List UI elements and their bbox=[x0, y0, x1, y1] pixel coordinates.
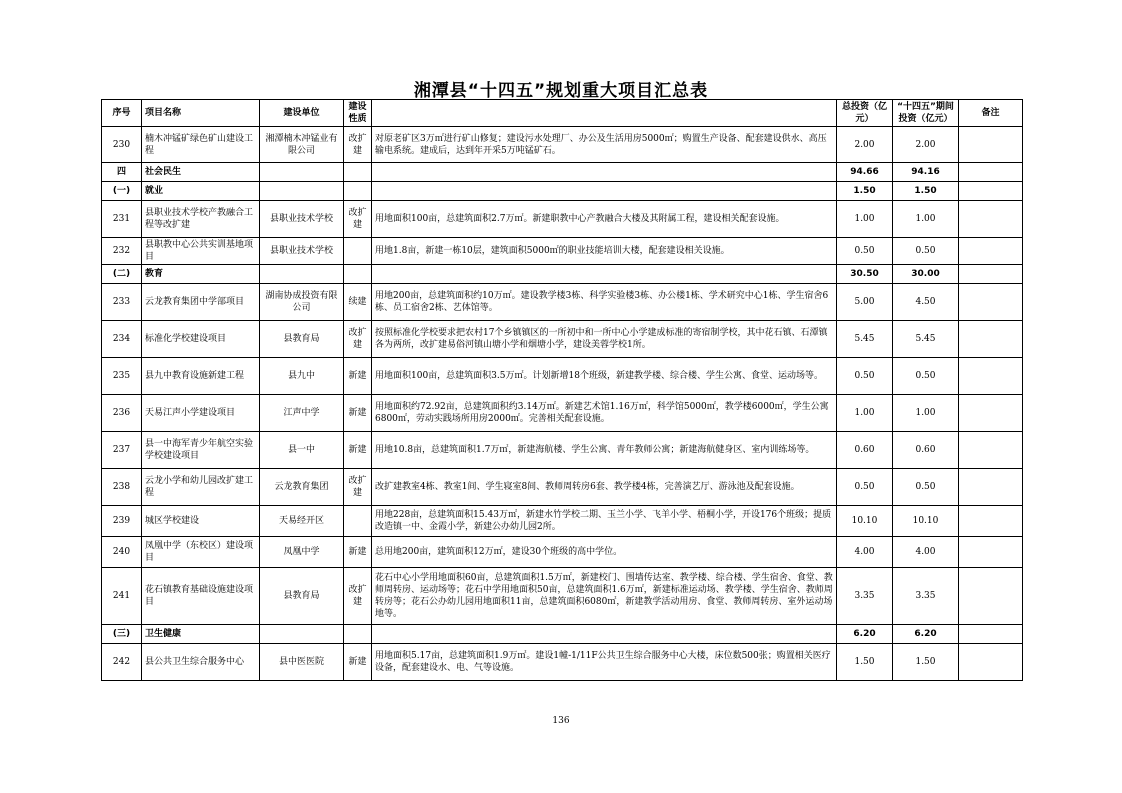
header-nature: 建设性质 bbox=[344, 100, 372, 127]
cell-name: 县一中海军青少年航空实验学校建设项目 bbox=[142, 432, 260, 469]
cell-unit bbox=[260, 625, 344, 644]
cell-remark bbox=[959, 265, 1023, 284]
cell-no: 235 bbox=[102, 358, 142, 395]
cell-unit: 县中医医院 bbox=[260, 644, 344, 681]
cell-unit: 凤凰中学 bbox=[260, 537, 344, 568]
cell-remark bbox=[959, 537, 1023, 568]
cell-name: 县公共卫生综合服务中心 bbox=[142, 644, 260, 681]
cell-remark bbox=[959, 358, 1023, 395]
cell-nature: 改扩建 bbox=[344, 321, 372, 358]
section-row bbox=[102, 265, 1023, 284]
cell-content: 用地228亩，总建筑面积15.43万㎡，新建水竹学校二期、玉兰小学、飞羊小学、梧桐小学，开设176个班级；提质改造镇一中、金霞小学，新建公办幼儿园2所。 bbox=[372, 506, 837, 537]
cell-remark bbox=[959, 625, 1023, 644]
cell-unit bbox=[260, 163, 344, 182]
cell-no: 242 bbox=[102, 644, 142, 681]
cell-content bbox=[372, 625, 837, 644]
cell-total: 5.00 bbox=[837, 284, 893, 321]
header-content bbox=[372, 100, 837, 127]
cell-content: 按照标准化学校要求把农村17个乡镇镇区的一所初中和一所中心小学建成标准的寄宿制学校，其中花石镇、石潭镇各为两所，改扩建易俗河镇山塘小学和烟塘小学，建设美蓉学校1所。 bbox=[372, 321, 837, 358]
cell-name: 县职教中心公共实训基地项目 bbox=[142, 238, 260, 265]
cell-name: 城区学校建设 bbox=[142, 506, 260, 537]
header-remark: 备注 bbox=[959, 100, 1023, 127]
cell-content: 用地面积100亩，总建筑面积2.7万㎡。新建职教中心产教融合大楼及其附属工程，建设相关配套设施。 bbox=[372, 201, 837, 238]
table-row bbox=[102, 321, 1023, 358]
table-row bbox=[102, 506, 1023, 537]
cell-nature bbox=[344, 265, 372, 284]
cell-total: 1.50 bbox=[837, 644, 893, 681]
header-total: 总投资（亿元） bbox=[837, 100, 893, 127]
cell-name: 县九中教育设施新建工程 bbox=[142, 358, 260, 395]
cell-remark bbox=[959, 201, 1023, 238]
cell-nature: 新建 bbox=[344, 358, 372, 395]
cell-no: 231 bbox=[102, 201, 142, 238]
cell-total: 0.50 bbox=[837, 238, 893, 265]
cell-remark bbox=[959, 432, 1023, 469]
cell-period: 4.00 bbox=[893, 537, 959, 568]
cell-no: (三) bbox=[102, 625, 142, 644]
cell-content: 用地10.8亩，总建筑面积1.7万㎡，新建海航楼、学生公寓、青年教师公寓；新建海航健身区、室内训练场等。 bbox=[372, 432, 837, 469]
cell-no: 241 bbox=[102, 568, 142, 625]
section-row bbox=[102, 625, 1023, 644]
cell-content: 用地1.8亩，新建一栋10层，建筑面积5000㎡的职业技能培训大楼，配套建设相关设施。 bbox=[372, 238, 837, 265]
cell-remark bbox=[959, 506, 1023, 537]
cell-nature: 改扩建 bbox=[344, 469, 372, 506]
cell-no: 240 bbox=[102, 537, 142, 568]
cell-no: 234 bbox=[102, 321, 142, 358]
cell-name: 标准化学校建设项目 bbox=[142, 321, 260, 358]
cell-nature: 新建 bbox=[344, 395, 372, 432]
cell-no: 237 bbox=[102, 432, 142, 469]
table-row bbox=[102, 537, 1023, 568]
cell-content: 总用地200亩，建筑面积12万㎡，建设30个班级的高中学位。 bbox=[372, 537, 837, 568]
cell-no: 230 bbox=[102, 127, 142, 163]
cell-content: 用地面积约72.92亩，总建筑面积约3.14万㎡。新建艺术馆1.16万㎡，科学馆5000㎡，教学楼6000㎡，学生公寓6800㎡，劳动实践场所用房2000㎡。完善相关配套设施。 bbox=[372, 395, 837, 432]
cell-period: 1.50 bbox=[893, 182, 959, 201]
cell-total: 0.50 bbox=[837, 469, 893, 506]
project-table bbox=[101, 99, 1023, 681]
cell-unit: 县教育局 bbox=[260, 321, 344, 358]
cell-no: 232 bbox=[102, 238, 142, 265]
cell-no: (二) bbox=[102, 265, 142, 284]
table-row bbox=[102, 432, 1023, 469]
cell-total: 4.00 bbox=[837, 537, 893, 568]
cell-name: 天易江声小学建设项目 bbox=[142, 395, 260, 432]
table-row bbox=[102, 395, 1023, 432]
cell-name: 云龙小学和幼儿园改扩建工程 bbox=[142, 469, 260, 506]
page-number: 136 bbox=[552, 716, 570, 726]
table-row bbox=[102, 644, 1023, 681]
cell-content: 用地面积5.17亩，总建筑面积1.9万㎡。建设1幢-1/11F公共卫生综合服务中心大楼，床位数500张；购置相关医疗设备，配套建设水、电、气等设施。 bbox=[372, 644, 837, 681]
table-row bbox=[102, 284, 1023, 321]
cell-nature bbox=[344, 182, 372, 201]
cell-name: 教育 bbox=[142, 265, 260, 284]
cell-remark bbox=[959, 644, 1023, 681]
cell-period: 94.16 bbox=[893, 163, 959, 182]
cell-nature bbox=[344, 625, 372, 644]
cell-period: 4.50 bbox=[893, 284, 959, 321]
cell-total: 0.60 bbox=[837, 432, 893, 469]
cell-nature: 续建 bbox=[344, 284, 372, 321]
cell-remark bbox=[959, 127, 1023, 163]
cell-nature: 新建 bbox=[344, 432, 372, 469]
cell-period: 30.00 bbox=[893, 265, 959, 284]
section-row bbox=[102, 163, 1023, 182]
page-title: 湘潭县“十四五”规划重大项目汇总表 bbox=[413, 81, 709, 101]
header-no: 序号 bbox=[102, 100, 142, 127]
header-name: 项目名称 bbox=[142, 100, 260, 127]
cell-content: 用地200亩，总建筑面积约10万㎡。建设教学楼3栋、科学实验楼3栋、办公楼1栋、学术研究中心1栋、学生宿舍6栋、员工宿舍2栋、艺体馆等。 bbox=[372, 284, 837, 321]
cell-unit: 天易经开区 bbox=[260, 506, 344, 537]
cell-no: 233 bbox=[102, 284, 142, 321]
cell-unit: 县一中 bbox=[260, 432, 344, 469]
cell-remark bbox=[959, 321, 1023, 358]
header-unit: 建设单位 bbox=[260, 100, 344, 127]
cell-name: 县职业技术学校产教融合工程等改扩建 bbox=[142, 201, 260, 238]
cell-period: 1.50 bbox=[893, 644, 959, 681]
cell-period: 2.00 bbox=[893, 127, 959, 163]
cell-unit bbox=[260, 265, 344, 284]
cell-remark bbox=[959, 163, 1023, 182]
cell-nature: 改扩建 bbox=[344, 127, 372, 163]
cell-name: 就业 bbox=[142, 182, 260, 201]
cell-total: 1.00 bbox=[837, 395, 893, 432]
cell-content bbox=[372, 265, 837, 284]
cell-nature: 改扩建 bbox=[344, 568, 372, 625]
cell-no: 238 bbox=[102, 469, 142, 506]
cell-total: 5.45 bbox=[837, 321, 893, 358]
cell-total: 94.66 bbox=[837, 163, 893, 182]
cell-period: 1.00 bbox=[893, 395, 959, 432]
cell-name: 云龙教育集团中学部项目 bbox=[142, 284, 260, 321]
table-row bbox=[102, 201, 1023, 238]
table-row bbox=[102, 469, 1023, 506]
cell-unit: 县教育局 bbox=[260, 568, 344, 625]
cell-period: 6.20 bbox=[893, 625, 959, 644]
cell-content: 用地面积100亩，总建筑面积3.5万㎡。计划新增18个班级，新建教学楼、综合楼、学生公寓、食堂、运动场等。 bbox=[372, 358, 837, 395]
cell-unit: 湖南协成投资有限公司 bbox=[260, 284, 344, 321]
cell-period: 1.00 bbox=[893, 201, 959, 238]
table-row bbox=[102, 568, 1023, 625]
cell-name: 花石镇教育基础设施建设项目 bbox=[142, 568, 260, 625]
cell-content: 改扩建教室4栋、教室1间、学生寝室8间、教师周转房6套、教学楼4栋，完善演艺厅、游泳池及配套设施。 bbox=[372, 469, 837, 506]
cell-unit: 江声中学 bbox=[260, 395, 344, 432]
table-row bbox=[102, 238, 1023, 265]
cell-no: 236 bbox=[102, 395, 142, 432]
cell-nature bbox=[344, 163, 372, 182]
cell-nature bbox=[344, 506, 372, 537]
table-row bbox=[102, 127, 1023, 163]
cell-period: 0.60 bbox=[893, 432, 959, 469]
cell-unit bbox=[260, 182, 344, 201]
cell-remark bbox=[959, 568, 1023, 625]
cell-name: 楠木冲锰矿绿色矿山建设工程 bbox=[142, 127, 260, 163]
cell-remark bbox=[959, 469, 1023, 506]
cell-unit: 湘潭楠木冲锰业有限公司 bbox=[260, 127, 344, 163]
cell-unit: 云龙教育集团 bbox=[260, 469, 344, 506]
cell-period: 3.35 bbox=[893, 568, 959, 625]
cell-unit: 县九中 bbox=[260, 358, 344, 395]
cell-total: 1.00 bbox=[837, 201, 893, 238]
cell-nature bbox=[344, 238, 372, 265]
cell-no: 239 bbox=[102, 506, 142, 537]
cell-period: 0.50 bbox=[893, 238, 959, 265]
cell-name: 社会民生 bbox=[142, 163, 260, 182]
section-row bbox=[102, 182, 1023, 201]
cell-no: 四 bbox=[102, 163, 142, 182]
cell-remark bbox=[959, 395, 1023, 432]
cell-content: 花石中心小学用地面积60亩，总建筑面积1.5万㎡，新建校门、围墙传达室、教学楼、综合楼、学生宿舍、食堂、教师周转房、运动场等；花石中学用地面积50亩，总建筑面积1.6万㎡，新建标准运动场、教学楼、学生宿舍、教师周转房等；花石公办幼儿园用地面积11亩，总建筑面积6080㎡，新建教学活动用房、食堂、教师周转房、室外运动场地等。 bbox=[372, 568, 837, 625]
cell-nature: 新建 bbox=[344, 644, 372, 681]
table-row bbox=[102, 358, 1023, 395]
cell-content bbox=[372, 182, 837, 201]
cell-total: 30.50 bbox=[837, 265, 893, 284]
cell-remark bbox=[959, 284, 1023, 321]
cell-remark bbox=[959, 238, 1023, 265]
cell-period: 5.45 bbox=[893, 321, 959, 358]
cell-content: 对原老矿区3万㎡进行矿山修复；建设污水处理厂、办公及生活用房5000㎡；购置生产设备、配套建设供水、高压输电系统。建成后，达到年开采5万吨锰矿石。 bbox=[372, 127, 837, 163]
cell-period: 0.50 bbox=[893, 358, 959, 395]
cell-total: 0.50 bbox=[837, 358, 893, 395]
header-period: “十四五”期间投资（亿元） bbox=[893, 100, 959, 127]
cell-no: (一) bbox=[102, 182, 142, 201]
cell-period: 0.50 bbox=[893, 469, 959, 506]
cell-name: 凤凰中学（东校区）建设项目 bbox=[142, 537, 260, 568]
cell-name: 卫生健康 bbox=[142, 625, 260, 644]
cell-unit: 县职业技术学校 bbox=[260, 238, 344, 265]
cell-unit: 县职业技术学校 bbox=[260, 201, 344, 238]
cell-total: 3.35 bbox=[837, 568, 893, 625]
cell-remark bbox=[959, 182, 1023, 201]
cell-total: 6.20 bbox=[837, 625, 893, 644]
cell-total: 1.50 bbox=[837, 182, 893, 201]
cell-period: 10.10 bbox=[893, 506, 959, 537]
cell-nature: 新建 bbox=[344, 537, 372, 568]
cell-content bbox=[372, 163, 837, 182]
cell-nature: 改扩建 bbox=[344, 201, 372, 238]
cell-total: 2.00 bbox=[837, 127, 893, 163]
table-header-row bbox=[102, 100, 1023, 127]
cell-total: 10.10 bbox=[837, 506, 893, 537]
